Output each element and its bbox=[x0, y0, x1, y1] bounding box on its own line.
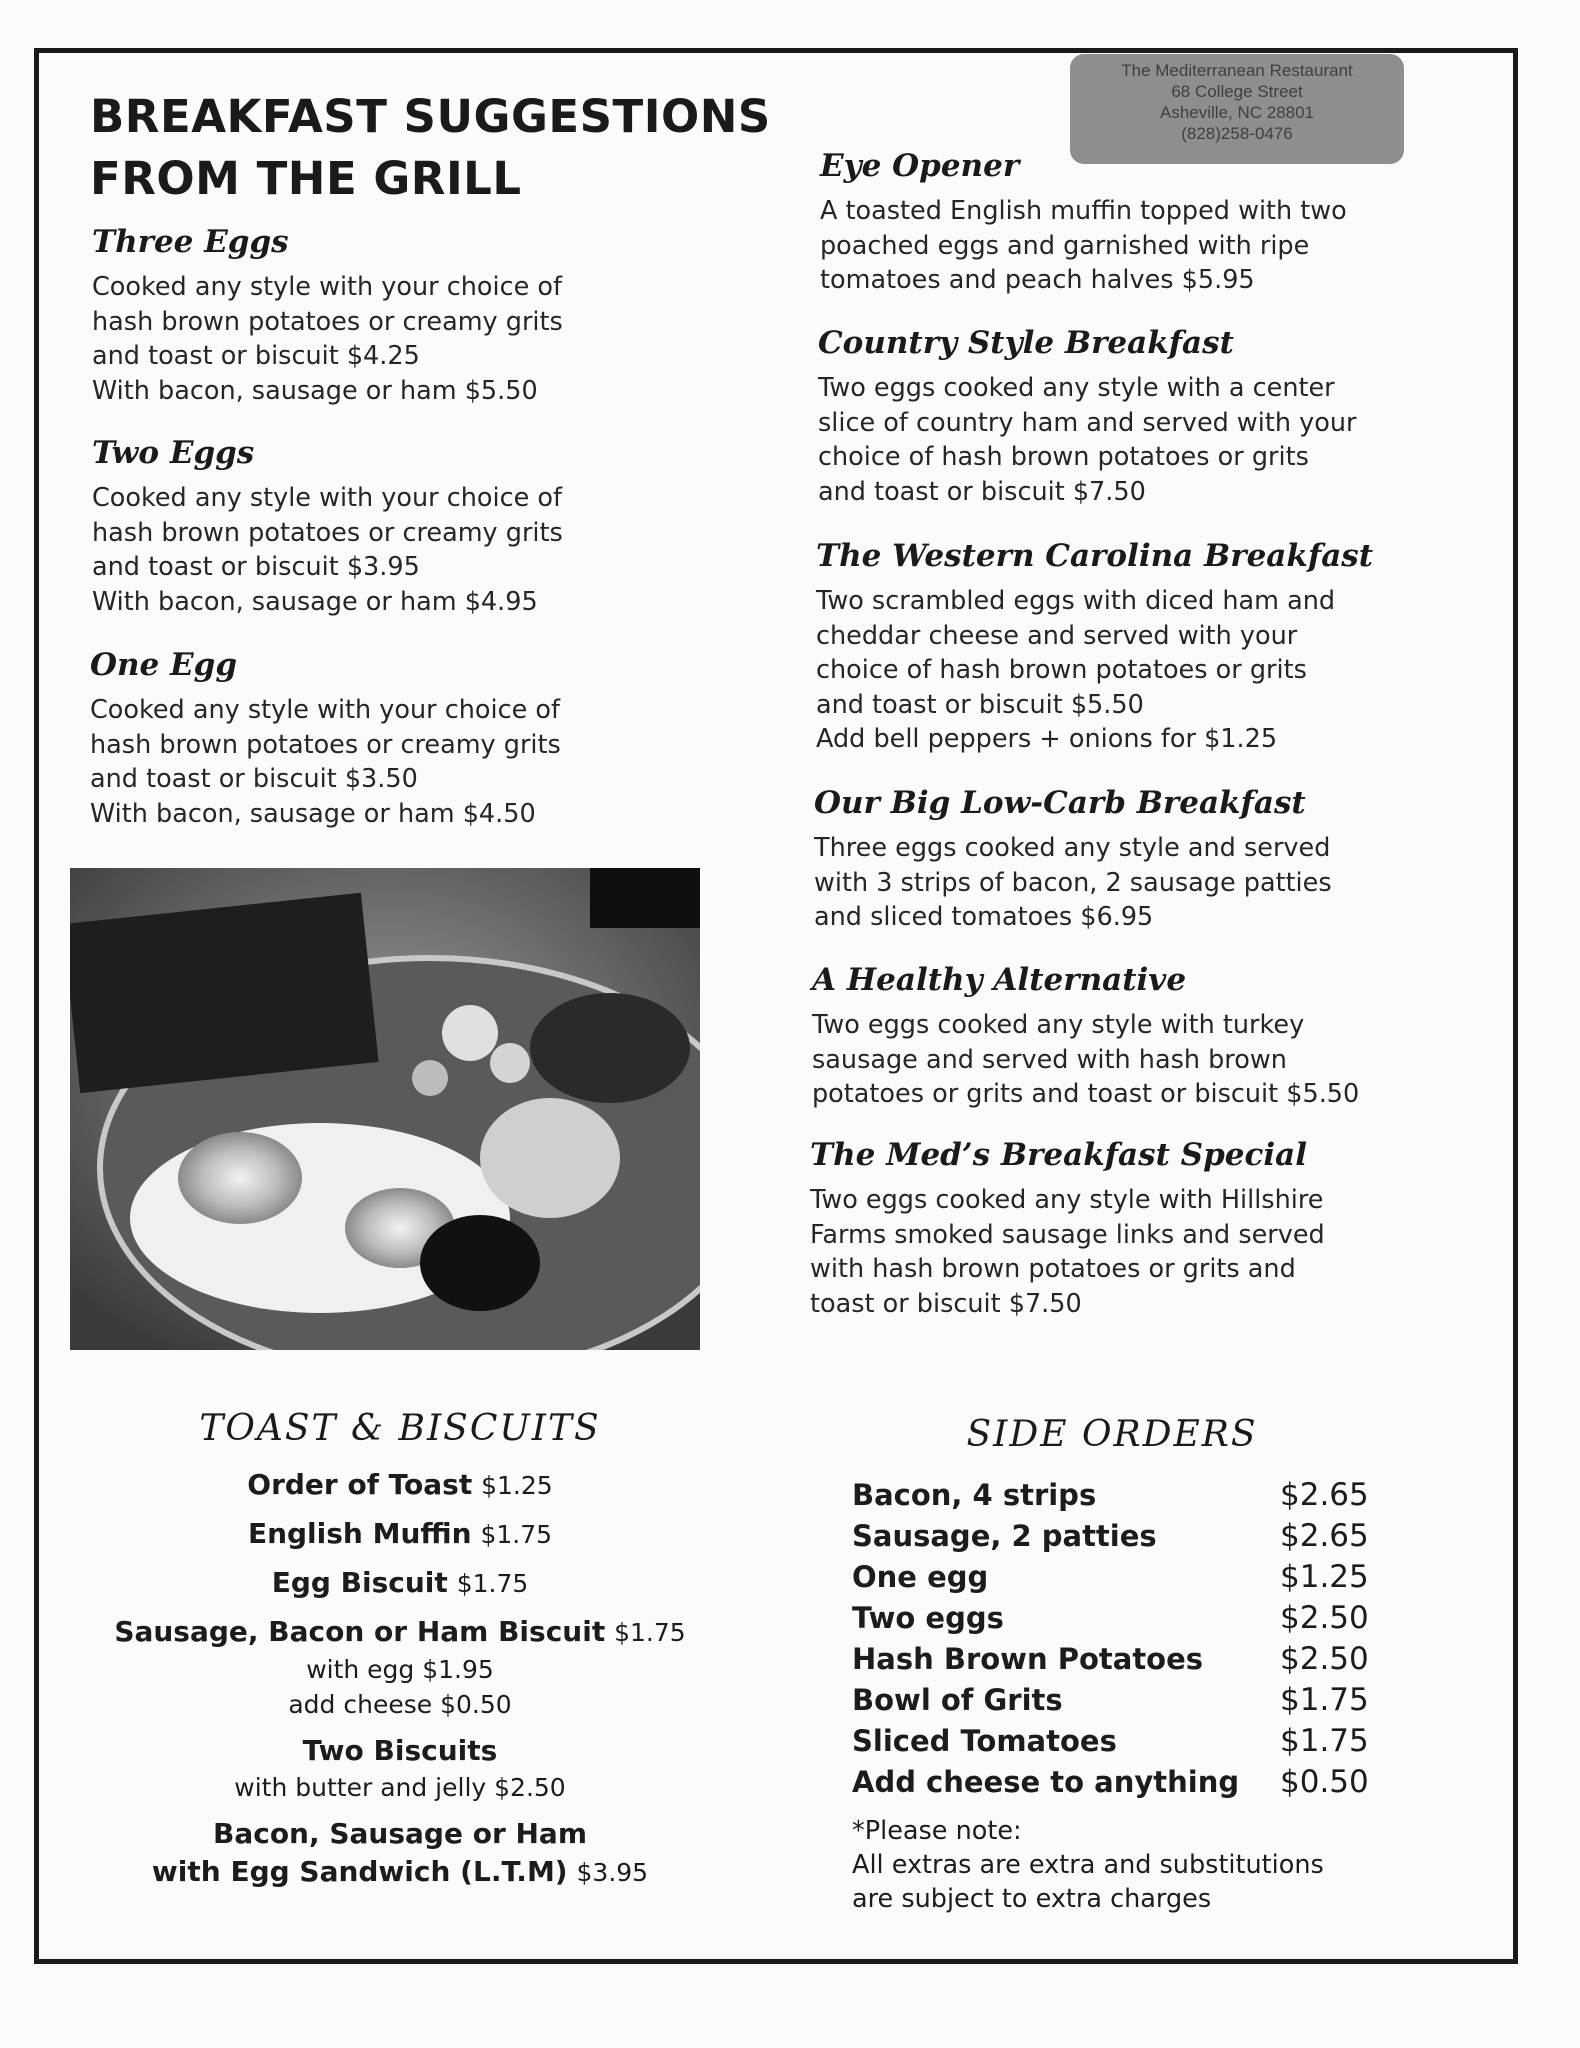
note-line: are subject to extra charges bbox=[852, 1884, 1212, 1914]
side-order-row bbox=[852, 1679, 1372, 1720]
menu-item-name: The Med’s Breakfast Special bbox=[810, 1137, 1307, 1173]
toast-item-price: $1.75 bbox=[480, 1520, 553, 1549]
desc-line: Two eggs cooked any style with a center bbox=[818, 373, 1335, 403]
menu-item-name: Country Style Breakfast bbox=[818, 325, 1234, 361]
side-order-price: $1.25 bbox=[1280, 1558, 1369, 1595]
desc-line: With bacon, sausage or ham $4.50 bbox=[90, 798, 536, 829]
menu-item-description bbox=[820, 194, 1347, 298]
menu-item-description bbox=[90, 693, 561, 831]
menu-item-name: Three Eggs bbox=[92, 224, 289, 260]
menu-item-description bbox=[812, 1008, 1359, 1112]
desc-line: with 3 strips of bacon, 2 sausage patties bbox=[814, 867, 1332, 898]
desc-line: choice of hash brown potatoes or grits bbox=[816, 655, 1307, 685]
desc-line: and toast or biscuit $5.50 bbox=[816, 689, 1144, 720]
desc-line: With bacon, sausage or ham $5.50 bbox=[92, 375, 538, 406]
toast-item bbox=[60, 1466, 740, 1505]
toast-item-price: $1.25 bbox=[481, 1471, 553, 1500]
desc-line: Cooked any style with your choice of bbox=[90, 695, 560, 725]
stamp-line: The Mediterranean Restaurant bbox=[1121, 61, 1353, 80]
toast-item-option: with egg $1.95 bbox=[306, 1655, 494, 1684]
potato-piece bbox=[412, 1060, 448, 1096]
toast-biscuits-heading: TOAST & BISCUITS bbox=[199, 1408, 601, 1449]
potato-piece bbox=[442, 1005, 498, 1061]
desc-line: Farms smoked sausage links and served bbox=[810, 1219, 1325, 1250]
hash-browns bbox=[530, 993, 690, 1103]
desc-line: potatoes or grits and toast or biscuit $5.50 bbox=[812, 1079, 1360, 1109]
desc-line: hash brown potatoes or creamy grits bbox=[92, 517, 563, 548]
desc-line: hash brown potatoes or creamy grits bbox=[90, 729, 561, 760]
note-line: *Please note: bbox=[852, 1816, 1022, 1846]
desc-line: slice of country ham and served with your bbox=[818, 407, 1357, 438]
toast-item-name: English Muffin bbox=[247, 1517, 472, 1550]
menu-item-eye-opener bbox=[820, 146, 1347, 298]
menu-item-healthy-alternative bbox=[812, 960, 1359, 1112]
menu-item-two-eggs bbox=[92, 433, 563, 619]
egg-yolk bbox=[178, 1132, 302, 1224]
side-order-row bbox=[852, 1515, 1372, 1556]
side-order-name: Sausage, 2 patties bbox=[852, 1518, 1157, 1553]
toast-item bbox=[60, 1564, 740, 1603]
menu-item-name: Two Eggs bbox=[92, 435, 255, 471]
desc-line: and toast or biscuit $4.25 bbox=[92, 341, 420, 371]
menu-item-description bbox=[814, 831, 1332, 935]
desc-line: and toast or biscuit $7.50 bbox=[818, 476, 1146, 507]
sausage-shape bbox=[420, 1215, 540, 1311]
stamp-line: 68 College Street bbox=[1171, 82, 1303, 101]
desc-line: choice of hash brown potatoes or grits bbox=[818, 442, 1309, 472]
toast-item bbox=[60, 1815, 740, 1892]
menu-item-western-carolina-breakfast bbox=[816, 536, 1373, 757]
toast-biscuits-list bbox=[60, 1466, 740, 1892]
toast-item-option: with butter and jelly $2.50 bbox=[234, 1773, 566, 1802]
side-order-row bbox=[852, 1720, 1372, 1761]
desc-line: With bacon, sausage or ham $4.95 bbox=[92, 586, 538, 617]
note-line: All extras are extra and substitutions bbox=[852, 1850, 1324, 1880]
side-order-name: One egg bbox=[852, 1559, 989, 1594]
toast-item-price: $1.75 bbox=[456, 1569, 529, 1598]
desc-line: tomatoes and peach halves $5.95 bbox=[820, 265, 1255, 295]
desc-line: Add bell peppers + onions for $1.25 bbox=[816, 724, 1278, 754]
toast-item-name: with Egg Sandwich (L.T.M) bbox=[151, 1855, 568, 1888]
desc-line: cheddar cheese and served with your bbox=[816, 620, 1298, 651]
toast-item-name: Order of Toast bbox=[247, 1468, 473, 1501]
stamp-line: (828)258-0476 bbox=[1181, 124, 1293, 143]
side-order-price: $2.50 bbox=[1280, 1599, 1369, 1636]
menu-item-three-eggs bbox=[92, 222, 563, 408]
menu-item-description bbox=[92, 481, 563, 619]
toast-item-name: Egg Biscuit bbox=[271, 1566, 448, 1599]
desc-line: and sliced tomatoes $6.95 bbox=[814, 902, 1154, 932]
page-title-line: BREAKFAST SUGGESTIONS bbox=[90, 90, 771, 143]
menu-item-description bbox=[92, 270, 563, 408]
side-orders-heading: SIDE ORDERS bbox=[966, 1414, 1258, 1455]
cup-shape bbox=[590, 868, 700, 928]
menu-item-description bbox=[816, 584, 1373, 757]
menu-item-description bbox=[818, 371, 1356, 509]
desc-line: Cooked any style with your choice of bbox=[92, 272, 562, 302]
toast-item-name: Two Biscuits bbox=[302, 1734, 498, 1767]
page-title bbox=[90, 86, 810, 210]
side-order-row bbox=[852, 1638, 1372, 1679]
desc-line: sausage and served with hash brown bbox=[812, 1044, 1287, 1075]
desc-line: toast or biscuit $7.50 bbox=[810, 1288, 1082, 1319]
menu-item-name: One Egg bbox=[90, 647, 238, 683]
desc-line: and toast or biscuit $3.50 bbox=[90, 764, 418, 794]
breakfast-plate-photo bbox=[70, 868, 700, 1350]
side-order-name: Add cheese to anything bbox=[852, 1764, 1240, 1799]
side-order-price: $2.50 bbox=[1280, 1640, 1369, 1677]
side-order-name: Two eggs bbox=[852, 1600, 1004, 1635]
side-order-row bbox=[852, 1474, 1372, 1515]
desc-line: hash brown potatoes or creamy grits bbox=[92, 306, 563, 337]
desc-line: Cooked any style with your choice of bbox=[92, 483, 562, 513]
desc-line: Two eggs cooked any style with turkey bbox=[812, 1010, 1305, 1040]
side-order-price: $1.75 bbox=[1280, 1681, 1369, 1718]
desc-line: Two eggs cooked any style with Hillshire bbox=[810, 1185, 1324, 1215]
toast-item bbox=[60, 1732, 740, 1805]
desc-line: poached eggs and garnished with ripe bbox=[820, 230, 1310, 261]
menu-item-one-egg bbox=[90, 645, 561, 831]
toast-item bbox=[60, 1515, 740, 1554]
toast-item bbox=[60, 1613, 740, 1722]
side-order-price: $1.75 bbox=[1280, 1722, 1369, 1759]
desc-line: Two scrambled eggs with diced ham and bbox=[816, 586, 1336, 616]
potato-piece bbox=[490, 1043, 530, 1083]
menu-item-country-style-breakfast bbox=[818, 323, 1356, 509]
toast-item-name: Bacon, Sausage or Ham bbox=[212, 1817, 588, 1850]
page-title-line: FROM THE GRILL bbox=[90, 152, 522, 205]
toast-item-price: $1.75 bbox=[614, 1618, 686, 1647]
side-orders-list bbox=[852, 1474, 1372, 1802]
extras-note bbox=[852, 1814, 1372, 1916]
side-order-name: Bacon, 4 strips bbox=[852, 1477, 1097, 1512]
side-order-row bbox=[852, 1761, 1372, 1802]
desc-line: A toasted English muffin topped with two bbox=[820, 196, 1347, 226]
side-order-price: $2.65 bbox=[1280, 1517, 1369, 1554]
desc-line: with hash brown potatoes or grits and bbox=[810, 1254, 1296, 1284]
menu-item-name: Eye Opener bbox=[820, 148, 1020, 184]
stamp-line: Asheville, NC 28801 bbox=[1159, 103, 1315, 122]
side-order-name: Bowl of Grits bbox=[852, 1682, 1063, 1717]
side-order-name: Sliced Tomatoes bbox=[852, 1723, 1117, 1758]
desc-line: and toast or biscuit $3.95 bbox=[92, 552, 420, 582]
side-order-price: $0.50 bbox=[1280, 1763, 1369, 1800]
menu-item-meds-breakfast-special bbox=[810, 1135, 1325, 1321]
menu-item-name: A Healthy Alternative bbox=[812, 962, 1187, 998]
toast-item-price: $3.95 bbox=[576, 1858, 649, 1887]
menu-item-low-carb-breakfast bbox=[814, 783, 1332, 935]
side-order-price: $2.65 bbox=[1280, 1476, 1369, 1513]
toast-item-name: Sausage, Bacon or Ham Biscuit bbox=[114, 1615, 606, 1648]
side-order-name: Hash Brown Potatoes bbox=[852, 1641, 1204, 1676]
menu-item-description bbox=[810, 1183, 1325, 1321]
menu-item-name: Our Big Low-Carb Breakfast bbox=[814, 785, 1306, 821]
tomato-slice bbox=[480, 1098, 620, 1218]
side-order-row bbox=[852, 1556, 1372, 1597]
side-order-row bbox=[852, 1597, 1372, 1638]
menu-item-name: The Western Carolina Breakfast bbox=[816, 538, 1374, 574]
toast-item-option: add cheese $0.50 bbox=[288, 1690, 512, 1719]
desc-line: Three eggs cooked any style and served bbox=[814, 833, 1331, 863]
toast-shape bbox=[70, 893, 379, 1093]
